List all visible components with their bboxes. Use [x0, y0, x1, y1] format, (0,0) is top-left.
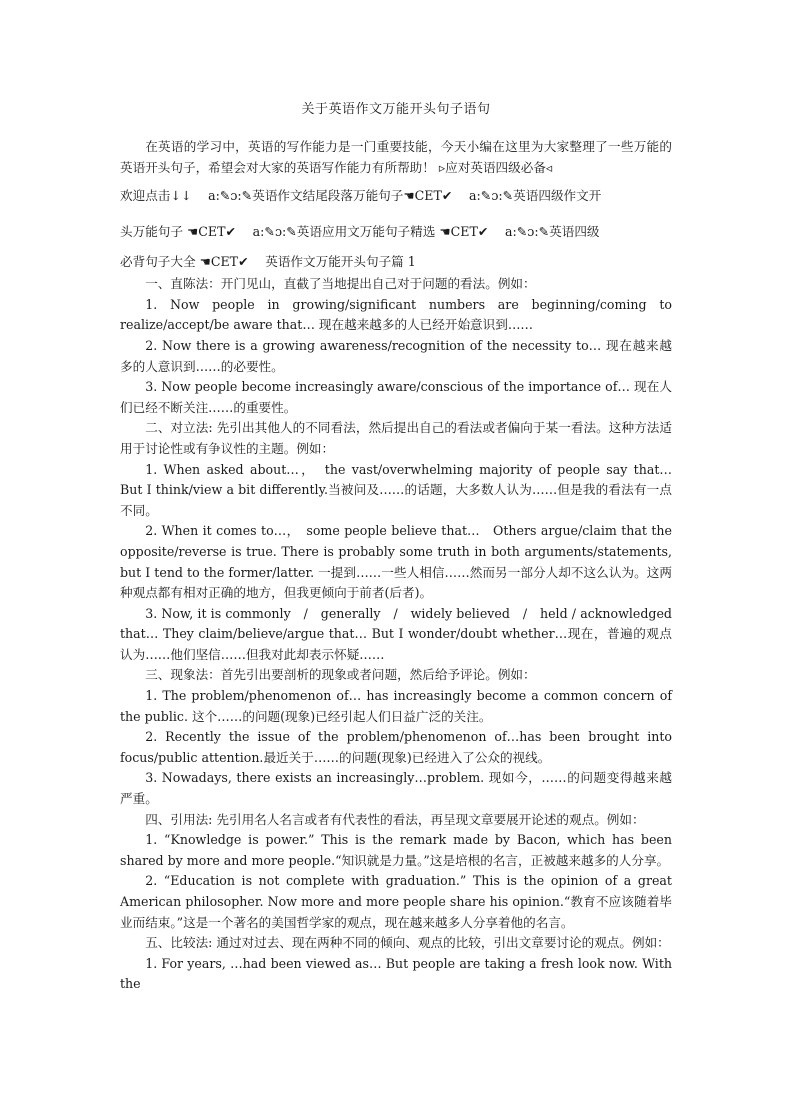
body-paragraph: 2. Now there is a growing awareness/recognition of the necessity to… 现在越来越多的人意识到……的必要性。: [120, 337, 672, 374]
links-line[interactable]: 必背句子大全 ☚CET✔ 英语作文万能开头句子篇 1: [120, 254, 416, 270]
document-body: [120, 137, 685, 995]
links-line[interactable]: 欢迎点击↓↓ a:✎ɔ:✎英语作文结尾段落万能句子☚CET✔ a:✎ɔ:✎英语四级作文开: [120, 188, 602, 204]
body-paragraph: 2. Recently the issue of the problem/phenomenon of…has been brought into focus/public attention.最近关于……的问题(现象)已经进入了公众的视线。: [120, 729, 672, 765]
body-paragraph: 1. When asked about…， the vast/overwhelming majority of people say that… But I think/view a bit differently.当被问及……的话题，大多数人认为……但是我的看法有一点不同。: [120, 461, 685, 518]
body-paragraph: 一、直陈法：开门见山，直截了当地提出自己对于问题的看法。例如：: [145, 276, 536, 292]
links-line[interactable]: 头万能句子 ☚CET✔ a:✎ɔ:✎英语应用文万能句子精选 ☚CET✔ a:✎ɔ:✎英语四级: [120, 224, 600, 240]
body-paragraph: 1. For years, …had been viewed as… But people are taking a fresh look now. With the: [120, 955, 672, 992]
body-paragraph: 2. “Education is not complete with graduation.” This is the opinion of a great American philosopher. Now more and more people share his opinion.“教育不应该随着毕业而结束。”这是一个著名的美国哲学家的观点，现在越来越多人分享着他的名言。: [120, 873, 672, 930]
body-paragraph: 1. “Knowledge is power.” This is the remark made by Bacon, which has been shared by more and more people.“知识就是力量。”这是培根的名言，正被越来越多的人分享。: [120, 832, 672, 868]
body-paragraph: 三、现象法：首先引出要剖析的现象或者问题，然后给予评论。例如：: [145, 667, 536, 683]
body-paragraph: 3. Now people become increasingly aware/conscious of the importance of… 现在人们已经不断关注……的重要性。: [120, 379, 672, 415]
body-paragraph: 2. When it comes to…， some people believe that… Others argue/claim that the opposite/reverse is true. There is probably some truth in both arguments/statements, but I tend to the former/latter. 一提到……一些人相信……然而另一部分人却不这么认为。这两种观点都有相对正确的地方，但我更倾向于前者(后者)。: [120, 523, 672, 601]
body-paragraph: 3. Nowadays, there exists an increasingly…problem. 现如今，……的问题变得越来越严重。: [120, 770, 672, 807]
body-paragraph: 1. Now people in growing/significant numbers are beginning/coming to realize/accept/be aware that… 现在越来越多的人已经开始意识到……: [120, 296, 672, 333]
body-paragraph: 四、引用法: 先引用名人名言或者有代表性的看法，再呈现文章要展开论述的观点。例如：: [145, 811, 645, 827]
body-paragraph: 3. Now, it is commonly / generally / widely believed / held / acknowledged that… They claim/believe/argue that… But I wonder/doubt whether…现在，普遍的观点认为……他们坚信……但我对此却表示怀疑……: [120, 605, 672, 662]
document-title: 关于英语作文万能开头句子语句: [301, 102, 491, 117]
body-paragraph: 1. The problem/phenomenon of… has increasingly become a common concern of the public. 这个……的问题(现象)已经引起人们日益广泛的关注。: [120, 688, 672, 724]
intro-paragraph: 在英语的学习中，英语的写作能力是一门重要技能，今天小编在这里为大家整理了一些万能的英语开头句子，希望会对大家的英语写作能力有所帮助！ ▹应对英语四级必备◃: [120, 139, 672, 175]
body-paragraph: 五、比较法: 通过对过去、现在两种不同的倾向、观点的比较，引出文章要讨论的观点。例如：: [145, 935, 670, 951]
body-paragraph: 二、对立法: 先引出其他人的不同看法，然后提出自己的看法或者偏向于某一看法。这种方法适用于讨论性或有争议性的主题。例如：: [120, 420, 672, 456]
